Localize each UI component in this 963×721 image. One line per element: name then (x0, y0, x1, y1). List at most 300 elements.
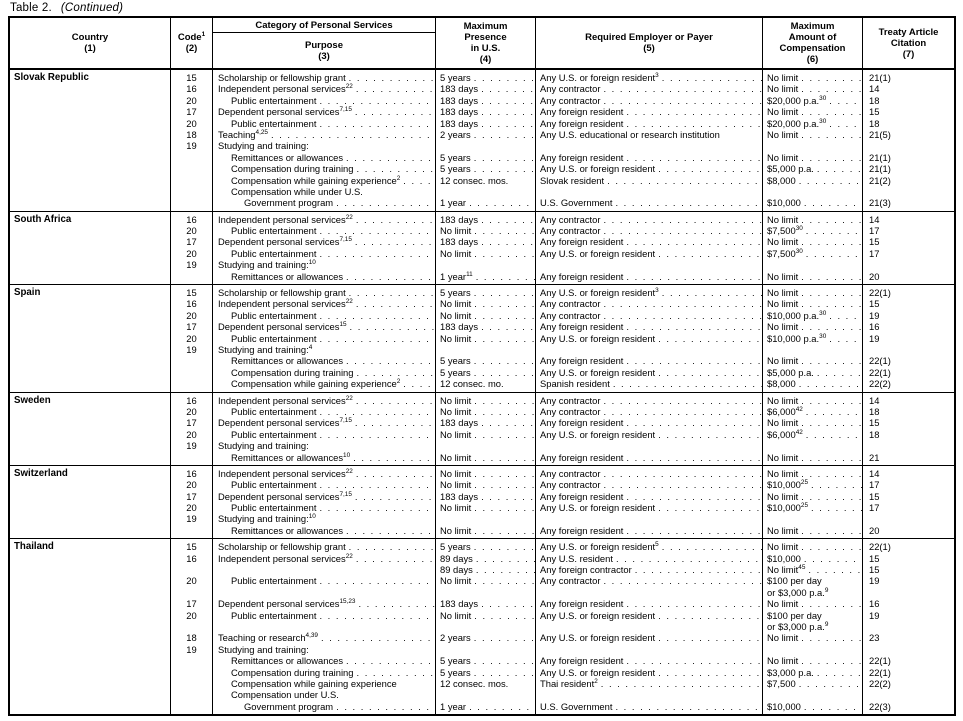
compensation-value-text: No limit (767, 270, 799, 282)
purpose-line-footnote: 4,25 (255, 128, 268, 136)
treaty-citation (863, 355, 954, 366)
purpose-line-text: Public entertainment (231, 309, 317, 321)
compensation-value-text: $7,500 (767, 677, 796, 689)
employer-value (536, 502, 762, 513)
code-value-text: 16 (186, 83, 197, 95)
treaty-citation-text: 21 (869, 451, 880, 463)
compensation-value (763, 655, 862, 666)
employer-cell (535, 466, 762, 538)
code-value-text: 16 (186, 467, 197, 479)
treaty-citation (863, 406, 954, 417)
dot-leader (400, 175, 435, 186)
purpose-line (213, 598, 435, 609)
treaty-citation (863, 644, 954, 655)
employer-value (536, 344, 762, 355)
dot-leader (623, 525, 762, 536)
code-value (171, 95, 212, 106)
dot-leader (466, 197, 535, 208)
code-value (171, 378, 212, 389)
dot-leader (655, 632, 762, 643)
purpose-line-text: Compensation during training (231, 163, 354, 175)
employer-value-text: Any foreign resident (540, 321, 624, 333)
purpose-line-footnote: 15,23 (339, 598, 356, 606)
employer-value (536, 248, 762, 259)
dot-leader (814, 163, 862, 174)
presence-value (436, 197, 535, 208)
country-name (10, 236, 170, 247)
treaty-citation-text: 17 (869, 479, 880, 491)
purpose-line-footnote: 4,39 (305, 632, 318, 640)
dot-leader (598, 678, 762, 689)
employer-value (536, 491, 762, 502)
purpose-line-text: Compensation under U.S. (231, 689, 339, 701)
purpose-line (213, 429, 435, 440)
dot-leader (353, 298, 435, 309)
dot-leader (352, 106, 435, 117)
header-line: Maximum (463, 21, 508, 32)
purpose-line (213, 310, 435, 321)
presence-cell (435, 393, 535, 465)
country-name-text: South Africa (14, 213, 72, 225)
purpose-line-text: Dependent personal services$^{7,15}$ (218, 490, 352, 502)
code-value-text: 19 (186, 643, 197, 655)
code-value (171, 106, 212, 117)
compensation-value-footnote: 30 (819, 94, 827, 102)
country-name (10, 429, 170, 440)
dot-leader (473, 564, 535, 575)
employer-value (536, 163, 762, 174)
dot-leader (623, 152, 762, 163)
compensation-value-text: or $3,000 p.a.$^9$ (767, 620, 829, 632)
purpose-line (213, 575, 435, 586)
dot-leader (478, 417, 535, 428)
employer-value-text: U.S. Government (540, 700, 613, 712)
code-value (171, 186, 212, 197)
compensation-value (763, 344, 862, 355)
treaty-citation (863, 106, 954, 117)
code-value (171, 248, 212, 259)
dot-leader (473, 271, 535, 282)
employer-value (536, 367, 762, 378)
code-value-text: 20 (186, 94, 197, 106)
employer-value-text: Any U.S. or foreign resident (540, 502, 656, 514)
employer-value (536, 621, 762, 632)
code-value (171, 575, 212, 586)
dot-leader (346, 541, 435, 552)
purpose-cell (212, 285, 435, 392)
code-value (171, 333, 212, 344)
purpose-line (213, 378, 435, 389)
country-cell (10, 212, 170, 284)
treaty-cell (862, 212, 954, 284)
presence-value-text: 5 years (440, 163, 471, 175)
compensation-value (763, 378, 862, 389)
purpose-line-footnote: 7,15 (339, 490, 352, 498)
purpose-line-text: Independent personal services$^{22}$ (218, 552, 353, 564)
employer-value (536, 610, 762, 621)
purpose-line (213, 140, 435, 151)
employer-value (536, 95, 762, 106)
compensation-value-text: No limit (767, 394, 799, 406)
treaty-cell (862, 393, 954, 465)
employer-value (536, 440, 762, 451)
country-name (10, 298, 170, 309)
presence-value (436, 214, 535, 225)
country-cell (10, 285, 170, 392)
treaty-citation-text: 14 (869, 394, 880, 406)
compensation-value (763, 610, 862, 621)
compensation-value-text: No limit (767, 541, 799, 553)
employer-value-text: Any U.S. educational or research institution (540, 128, 720, 140)
purpose-line-text: Studying and training:$^{10}$ (218, 259, 316, 271)
country-name (10, 610, 170, 621)
employer-value-text: Any foreign contractor (540, 564, 632, 576)
employer-value (536, 632, 762, 643)
header-code (170, 18, 212, 68)
employer-value (536, 152, 762, 163)
purpose-line (213, 502, 435, 513)
purpose-line (213, 83, 435, 94)
employer-cell (535, 285, 762, 392)
compensation-value-footnote: 45 (798, 564, 806, 571)
compensation-value (763, 632, 862, 643)
presence-value-text: 5 years (440, 655, 471, 667)
dot-leader (316, 333, 435, 344)
presence-value (436, 310, 535, 321)
purpose-line (213, 259, 435, 270)
dot-leader (316, 225, 435, 236)
compensation-value (763, 129, 862, 140)
compensation-value-footnote: 30 (819, 117, 827, 125)
code-value-text: 20 (186, 247, 197, 259)
presence-value-text: No limit (440, 428, 472, 440)
purpose-line-text: Independent personal services$^{22}$ (218, 467, 353, 479)
presence-value-text: 1 year$^{11}$ (440, 270, 473, 282)
compensation-value (763, 621, 862, 632)
employer-value-text: Any foreign resident (540, 151, 624, 163)
dot-leader (353, 163, 435, 174)
presence-value-text: 89 days (440, 564, 473, 576)
dot-leader (798, 541, 862, 552)
code-value (171, 491, 212, 502)
compensation-value (763, 644, 862, 655)
header-line: (2) (185, 43, 198, 54)
dot-leader (466, 701, 535, 712)
dot-leader (623, 106, 762, 117)
code-value (171, 175, 212, 186)
purpose-line-text: Public entertainment (231, 479, 317, 491)
code-value-text: 17 (186, 490, 197, 502)
dot-leader (471, 610, 535, 621)
presence-value-text: 183 days (440, 321, 479, 333)
dot-leader (478, 106, 535, 117)
code-value-text: 18 (186, 632, 197, 644)
dot-leader (814, 367, 862, 378)
code-value (171, 163, 212, 174)
treaty-citation-text: 15 (869, 417, 880, 429)
employer-value-text: Slovak resident (540, 174, 605, 186)
country-name (10, 344, 170, 355)
code-value-text: 17 (186, 321, 197, 333)
compensation-value (763, 83, 862, 94)
compensation-value-text: $7,500$^{30}$ (767, 247, 803, 259)
compensation-value-footnote: 30 (819, 309, 827, 317)
presence-value-text: 1 year (440, 197, 467, 209)
dot-leader (333, 197, 435, 208)
code-value (171, 406, 212, 417)
presence-value (436, 72, 535, 83)
presence-value (436, 140, 535, 151)
treaty-cell (862, 466, 954, 538)
compensation-value (763, 367, 862, 378)
code-value-text: 18 (186, 128, 197, 140)
purpose-line (213, 491, 435, 502)
treaty-citation-text: 15 (869, 236, 880, 248)
employer-value (536, 598, 762, 609)
presence-value (436, 491, 535, 502)
purpose-cell (212, 539, 435, 714)
code-value-text: 17 (186, 106, 197, 118)
presence-cell (435, 212, 535, 284)
country-name (10, 452, 170, 463)
country-name (10, 417, 170, 428)
compensation-value (763, 186, 862, 197)
code-value (171, 678, 212, 689)
dot-leader (600, 575, 762, 586)
compensation-value-text: $5,000 p.a. (767, 366, 814, 378)
treaty-citation-text: 15 (869, 552, 880, 564)
treaty-citation (863, 667, 954, 678)
compensation-value-text: No limit (767, 655, 799, 667)
purpose-line-text: Dependent personal services$^{7,15}$ (218, 417, 352, 429)
compensation-value-text: $6,000$^{42}$ (767, 405, 803, 417)
code-value-text: 19 (186, 140, 197, 152)
dot-leader (632, 564, 762, 575)
compensation-value-text: No limit (767, 598, 799, 610)
treaty-citation (863, 610, 954, 621)
dot-leader (798, 525, 862, 536)
presence-value (436, 440, 535, 451)
presence-value-text: 5 years (440, 355, 471, 367)
compensation-value (763, 689, 862, 700)
employer-value-text: Any foreign resident (540, 355, 624, 367)
purpose-line-text: Teaching$^{4,25}$ (218, 128, 268, 140)
treaty-citation-text: 20 (869, 270, 880, 282)
employer-value-text: Any foreign resident (540, 236, 624, 248)
treaty-citation-text: 19 (869, 609, 880, 621)
purpose-line-footnote: 2 (396, 378, 401, 386)
dot-leader (471, 667, 535, 678)
table-header (10, 18, 954, 70)
presence-value-text: 12 consec. mos. (440, 677, 509, 689)
dot-leader (316, 95, 435, 106)
purpose-line-text: Government program (244, 197, 334, 209)
country-name (10, 355, 170, 366)
employer-cell (535, 539, 762, 714)
purpose-line-footnote: 10 (343, 451, 351, 459)
dot-leader (478, 95, 535, 106)
dot-leader (478, 321, 535, 332)
dot-leader (814, 667, 862, 678)
dot-leader (805, 564, 862, 575)
employer-value (536, 644, 762, 655)
dot-leader (623, 491, 762, 502)
code-cell (170, 285, 212, 392)
header-line: (7) (902, 48, 915, 60)
compensation-value (763, 163, 862, 174)
presence-value-text: No limit (440, 332, 472, 344)
compensation-value (763, 468, 862, 479)
purpose-line (213, 667, 435, 678)
dot-leader (352, 491, 435, 502)
purpose-line (213, 72, 435, 83)
dot-leader (798, 236, 862, 247)
employer-value (536, 541, 762, 552)
presence-value-text: 5 years (440, 366, 471, 378)
purpose-line-text: Studying and training: (218, 140, 309, 152)
treaty-citation (863, 321, 954, 332)
employer-value (536, 429, 762, 440)
purpose-line-footnote: 7,15 (339, 236, 352, 244)
purpose-line-text: Public entertainment (231, 332, 317, 344)
employer-value-text: Any U.S. or foreign resident$^5$ (540, 541, 659, 553)
compensation-value-text: $10,000 (767, 552, 801, 564)
purpose-line-text: Public entertainment (231, 575, 317, 587)
code-value (171, 452, 212, 463)
compensation-value (763, 271, 862, 282)
purpose-line-text: Dependent personal services$^{15}$ (218, 321, 347, 333)
purpose-line-text: Public entertainment (231, 502, 317, 514)
compensation-value (763, 395, 862, 406)
compensation-value (763, 440, 862, 451)
presence-value-text: 183 days (440, 117, 479, 129)
country-name (10, 440, 170, 451)
dot-leader (353, 667, 435, 678)
dot-leader (353, 83, 435, 94)
country-name (10, 310, 170, 321)
header-line: Amount of (788, 32, 837, 43)
compensation-value-footnote: 30 (795, 247, 803, 255)
presence-value-text: No limit (440, 467, 472, 479)
treaty-citation (863, 214, 954, 225)
employer-value-text: Spanish resident (540, 378, 610, 390)
country-name (10, 395, 170, 406)
code-value-text: 16 (186, 552, 197, 564)
table-title-prefix: Table 2. (10, 2, 52, 14)
employer-cell (535, 212, 762, 284)
presence-value-text: 5 years (440, 541, 471, 553)
dot-leader (316, 429, 435, 440)
country-name (10, 271, 170, 282)
presence-value (436, 152, 535, 163)
treaty-citation (863, 701, 954, 712)
country-name (10, 83, 170, 94)
code-value (171, 655, 212, 666)
dot-leader (471, 310, 535, 321)
dot-leader (471, 163, 535, 174)
compensation-value (763, 248, 862, 259)
treaty-citation-text: 22(1) (869, 655, 891, 667)
purpose-line (213, 152, 435, 163)
treaty-citation (863, 541, 954, 552)
dot-leader (600, 468, 762, 479)
country-name (10, 321, 170, 332)
presence-value (436, 621, 535, 632)
code-value (171, 610, 212, 621)
employer-value (536, 175, 762, 186)
compensation-value (763, 298, 862, 309)
compensation-value (763, 321, 862, 332)
treaty-citation (863, 491, 954, 502)
employer-value (536, 186, 762, 197)
treaty-citation-text: 22(1) (869, 666, 891, 678)
compensation-value (763, 236, 862, 247)
country-name (10, 644, 170, 655)
treaty-citation (863, 429, 954, 440)
compensation-value (763, 678, 862, 689)
dot-leader (604, 175, 762, 186)
code-value (171, 587, 212, 598)
country-section (10, 538, 954, 714)
employer-value-text: Any U.S. or foreign resident (540, 666, 656, 678)
employer-value (536, 406, 762, 417)
dot-leader (623, 655, 762, 666)
dot-leader (600, 214, 762, 225)
presence-value (436, 344, 535, 355)
treaty-citation-text: 21(3) (869, 197, 891, 209)
code-value (171, 118, 212, 129)
header-line: Citation (890, 37, 927, 49)
presence-value (436, 541, 535, 552)
presence-value (436, 367, 535, 378)
presence-value (436, 321, 535, 332)
code-value (171, 689, 212, 700)
code-value (171, 197, 212, 208)
presence-value-text: No limit (440, 479, 472, 491)
compensation-value (763, 355, 862, 366)
dot-leader (659, 541, 762, 552)
presence-value (436, 689, 535, 700)
dot-leader (471, 367, 535, 378)
purpose-cell (212, 70, 435, 211)
employer-value-text: Any contractor (540, 394, 601, 406)
table-body (10, 70, 954, 714)
dot-leader (659, 287, 762, 298)
compensation-value-text: No limit (767, 72, 799, 83)
presence-value (436, 701, 535, 712)
purpose-line-text: Scholarship or fellowship grant (218, 72, 346, 83)
employer-value (536, 129, 762, 140)
country-name-text: Switzerland (14, 467, 68, 479)
treaty-citation-text: 17 (869, 225, 880, 237)
dot-leader (347, 321, 435, 332)
employer-value-text: Any foreign resident (540, 417, 624, 429)
dot-leader (478, 491, 535, 502)
country-name-text: Slovak Republic (14, 72, 89, 83)
dot-leader (655, 248, 762, 259)
treaty-citation (863, 83, 954, 94)
purpose-line-text: Remittances or allowances (231, 270, 344, 282)
purpose-line (213, 186, 435, 197)
code-value (171, 479, 212, 490)
compensation-value-text: $3,000 p.a. (767, 666, 814, 678)
dot-leader (798, 655, 862, 666)
presence-value-text: No limit (440, 405, 472, 417)
compensation-value-footnote: 25 (800, 479, 808, 487)
presence-value-text: 183 days (440, 213, 479, 225)
employer-value (536, 468, 762, 479)
treaty-citation-text: 17 (869, 247, 880, 259)
